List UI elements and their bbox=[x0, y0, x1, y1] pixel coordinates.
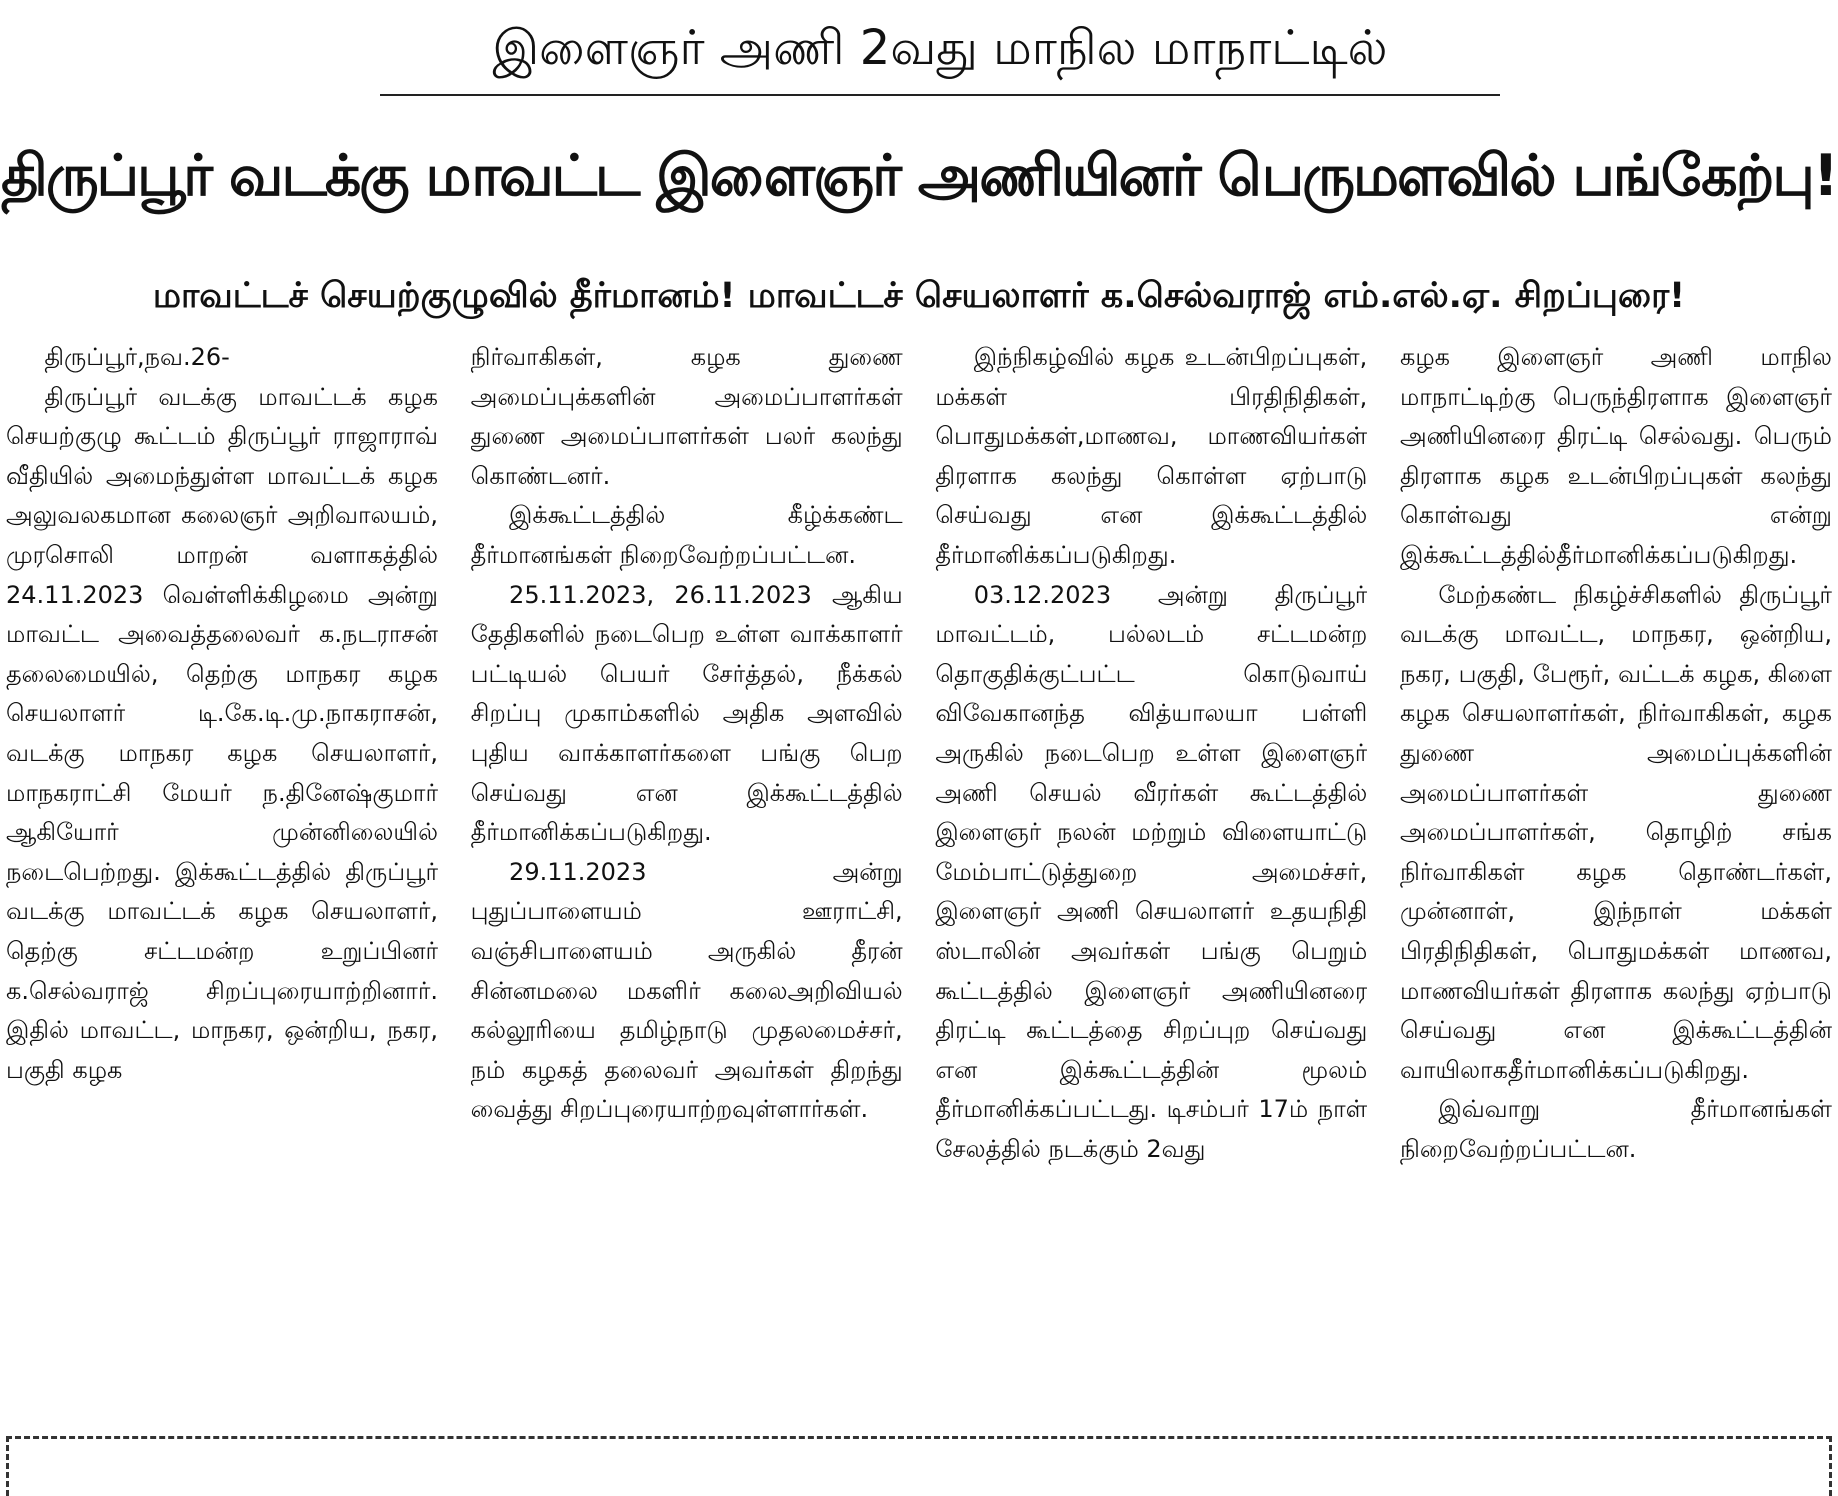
article-column-2 bbox=[471, 338, 903, 1420]
article-body bbox=[6, 338, 1832, 1420]
paragraph: 03.12.2023 அன்று திருப்பூர் மாவட்டம், பல்லடம் சட்டமன்ற தொகுதிக்குட்பட்ட கொடுவாய் விவேகானந்த வித்யாலயா பள்ளி அருகில் நடைபெற உள்ள இளைஞர் அணி செயல் வீரர்கள் கூட்டத்தில் இளைஞர் நலன் மற்றும் விளையாட்டு மேம்பாட்டுத்துறை அமைச்சர், இளைஞர் அணி செயலாளர் உதயநிதி ஸ்டாலின் அவர்கள் பங்கு பெறும் கூட்டத்தில் இளைஞர் அணியினரை திரட்டி கூட்டத்தை சிறப்புற செய்வது என இக்கூட்டத்தின் மூலம் தீர்மானிக்கப்பட்டது. டிசம்பர் 17ம் நாள் சேலத்தில் நடக்கும் 2வது bbox=[935, 580, 1368, 1163]
paragraph: இவ்வாறு தீர்மானங்கள் நிறைவேற்றப்பட்டன. bbox=[1399, 1095, 1832, 1163]
subheadline: மாவட்டச் செயற்குழுவில் தீர்மானம்! மாவட்டச் செயலாளர் க.செல்வராஜ் எம்.எல்.ஏ. சிறப்புரை! bbox=[152, 276, 1686, 316]
kicker-line: இளைஞர் அணி 2வது மாநில மாநாட்டில் bbox=[492, 20, 1388, 76]
paragraph: மேற்கண்ட நிகழ்ச்சிகளில் திருப்பூர் வடக்கு மாவட்ட, மாநகர, ஒன்றிய, நகர, பகுதி, பேரூர், வட்டக் கழக, கிளை கழக செயலாளர்கள், நிர்வாகிகள், கழக துணை அமைப்புக்களின் அமைப்பாளர்கள் துணை அமைப்பாளர்கள், தொழிற் சங்க நிர்வாகிகள் கழக தொண்டர்கள், முன்னாள், இந்நாள் மக்கள் பிரதிநிதிகள், பொதுமக்கள் மாணவ, மாணவியர்கள் திரளாக கலந்து ஏற்பாடு செய்வது என இக்கூட்டத்தின் வாயிலாகதீர்மானிக்கப்படுகிறது. bbox=[1399, 580, 1832, 1084]
paragraph: கழக இளைஞர் அணி மாநில மாநாட்டிற்கு பெருந்திரளாக இளைஞர் அணியினரை திரட்டி செல்வது. பெரும் திரளாக கழக உடன்பிறப்புகள் கலந்து கொள்வது என்று இக்கூட்டத்தில்தீர்மானிக்கப்படுகிறது. bbox=[1399, 343, 1832, 569]
dashed-border-box bbox=[6, 1436, 1832, 1496]
paragraph: திருப்பூர் வடக்கு மாவட்டக் கழக செயற்குழு கூட்டம் திருப்பூர் ராஜாராவ் வீதியில் அமைந்துள்ள மாவட்டக் கழக அலுவலகமான கலைஞர் அறிவாலயம், முரசொலி மாறன் வளாகத்தில் 24.11.2023 வெள்ளிக்கிழமை அன்று மாவட்ட அவைத்தலைவர் க.நடராசன் தலைமையில், தெற்கு மாநகர கழக செயலாளர் டி.கே.டி.மு.நாகராசன், வடக்கு மாநகர கழக செயலாளர், மாநகராட்சி மேயர் ந.தினேஷ்குமார் ஆகியோர் முன்னிலையில் நடைபெற்றது. இக்கூட்டத்தில் திருப்பூர் வடக்கு மாவட்டக் கழக செயலாளர், தெற்கு சட்டமன்ற உறுப்பினர் க.செல்வராஜ் சிறப்புரையாற்றினார். இதில் மாவட்ட, மாநகர, ஒன்றிய, நகர, பகுதி கழக bbox=[6, 382, 438, 1084]
article-column-1 bbox=[6, 338, 438, 1420]
paragraph: நிர்வாகிகள், கழக துணை அமைப்புக்களின் அமைப்பாளர்கள் துணை அமைப்பாளர்கள் பலர் கலந்து கொண்டனர். bbox=[470, 343, 903, 490]
paragraph: 25.11.2023, 26.11.2023 ஆகிய தேதிகளில் நடைபெற உள்ள வாக்காளர் பட்டியல் பெயர் சேர்த்தல், நீக்கல் சிறப்பு முகாம்களில் அதிக அளவில் புதிய வாக்காளர்களை பங்கு பெற செய்வது என இக்கூட்டத்தில் தீர்மானிக்கப்படுகிறது. bbox=[470, 580, 903, 847]
dateline: திருப்பூர்,நவ.26- bbox=[44, 343, 230, 371]
article-column-3 bbox=[935, 338, 1367, 1420]
article-column-4 bbox=[1400, 338, 1832, 1420]
paragraph: இக்கூட்டத்தில் கீழ்க்கண்ட தீர்மானங்கள் நிறைவேற்றப்பட்டன. bbox=[470, 501, 903, 569]
paragraph: இந்நிகழ்வில் கழக உடன்பிறப்புகள், மக்கள் பிரதிநிதிகள், பொதுமக்கள்,மாணவ, மாணவியர்கள் திரளாக கலந்து கொள்ள ஏற்பாடு செய்வது என இக்கூட்டத்தில் தீர்மானிக்கப்படுகிறது. bbox=[935, 343, 1368, 569]
headline: திருப்பூர் வடக்கு மாவட்ட இளைஞர் அணியினர் பெருமளவில் பங்கேற்பு! bbox=[1, 143, 1837, 209]
paragraph: 29.11.2023 அன்று புதுப்பாளையம் ஊராட்சி, வஞ்சிபாளையம் அருகில் தீரன் சின்னமலை மகளிர் கலைஅறிவியல் கல்லூரியை தமிழ்நாடு முதலமைச்சர், நம் கழகத் தலைவர் அவர்கள் திறந்து வைத்து சிறப்புரையாற்றவுள்ளார்கள். bbox=[470, 857, 903, 1124]
